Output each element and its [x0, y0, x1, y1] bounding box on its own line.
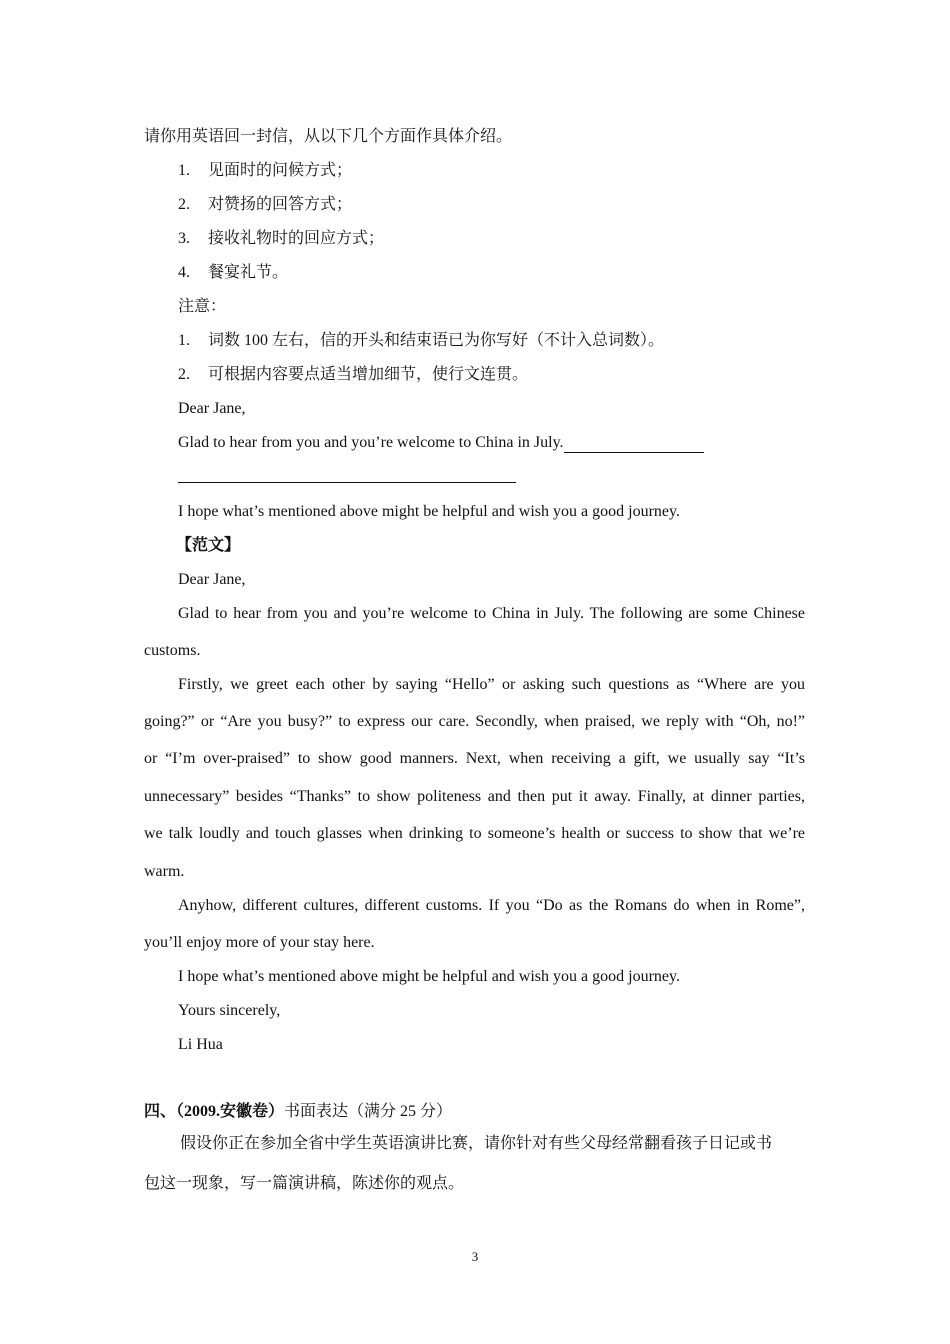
sample-label: 【范文】 [176, 537, 241, 554]
note-number: 1. [178, 332, 190, 349]
list-item [178, 161, 352, 181]
item-number: 3. [178, 230, 190, 247]
answer-blank-line [178, 482, 516, 483]
list-item [178, 195, 352, 215]
section-heading [144, 1102, 452, 1122]
section-heading-label: 四、（2009.安徽卷） [144, 1103, 285, 1120]
sample-p2-line: going?” or “Are you busy?” to express our care. Secondly, when praised, we reply with “Oh, no!” [144, 713, 805, 730]
template-opening-text: Glad to hear from you and you’re welcome to China in July. [178, 434, 564, 451]
sample-p2-line: Firstly, we greet each other by saying “Hello” or asking such questions as “Where are you [178, 676, 805, 693]
note-item [178, 365, 528, 385]
section-prompt-line: 假设你正在参加全省中学生英语演讲比赛，请你针对有些父母经常翻看孩子日记或书 [180, 1135, 773, 1152]
sample-name: Li Hua [178, 1036, 223, 1053]
section-heading-title: 书面表达（满分 25 分） [284, 1103, 453, 1120]
sample-p1-line: Glad to hear from you and you’re welcome to China in July. The following are some Chinese [178, 605, 805, 622]
note-number: 2. [178, 366, 190, 383]
sample-p2-line: we talk loudly and touch glasses when drinking to someone’s health or success to show that we’re [144, 825, 805, 842]
item-number: 2. [178, 196, 190, 213]
section-prompt-line: 包这一现象，写一篇演讲稿，陈述你的观点。 [144, 1175, 465, 1192]
sample-greeting: Dear Jane, [178, 571, 246, 588]
answer-blank [564, 436, 704, 453]
item-text: 接收礼物时的回应方式； [208, 230, 385, 247]
sample-p2-line: unnecessary” besides “Thanks” to show politeness and then put it away. Finally, at dinner parties, [144, 788, 805, 805]
note-label: 注意： [178, 298, 227, 315]
sample-p2-line: warm. [144, 863, 185, 880]
list-item [178, 263, 288, 283]
sample-p3-line: you’ll enjoy more of your stay here. [144, 934, 375, 951]
item-text: 餐宴礼节。 [208, 264, 289, 281]
note-item [178, 331, 664, 351]
list-item [178, 229, 384, 249]
template-greeting: Dear Jane, [178, 400, 246, 417]
page-number: 3 [471, 1249, 479, 1264]
template-opening [178, 433, 704, 453]
item-text: 对赞扬的回答方式； [208, 196, 353, 213]
sample-p3-line: Anyhow, different cultures, different customs. If you “Do as the Romans do when in Rome”, [178, 897, 805, 914]
item-number: 4. [178, 264, 190, 281]
sample-p2-line: or “I’m over-praised” to show good manners. Next, when receiving a gift, we usually say “It’s [144, 750, 805, 767]
sample-closing: I hope what’s mentioned above might be helpful and wish you a good journey. [178, 968, 680, 985]
template-closing: I hope what’s mentioned above might be helpful and wish you a good journey. [178, 503, 680, 520]
item-number: 1. [178, 162, 190, 179]
note-text: 可根据内容要点适当增加细节，使行文连贯。 [208, 366, 529, 383]
sample-p1-line: customs. [144, 642, 201, 659]
note-text: 词数 100 左右，信的开头和结束语已为你写好（不计入总词数）。 [208, 332, 665, 349]
intro-text: 请你用英语回一封信，从以下几个方面作具体介绍。 [144, 128, 513, 145]
sample-signoff: Yours sincerely, [178, 1002, 281, 1019]
item-text: 见面时的问候方式； [208, 162, 353, 179]
